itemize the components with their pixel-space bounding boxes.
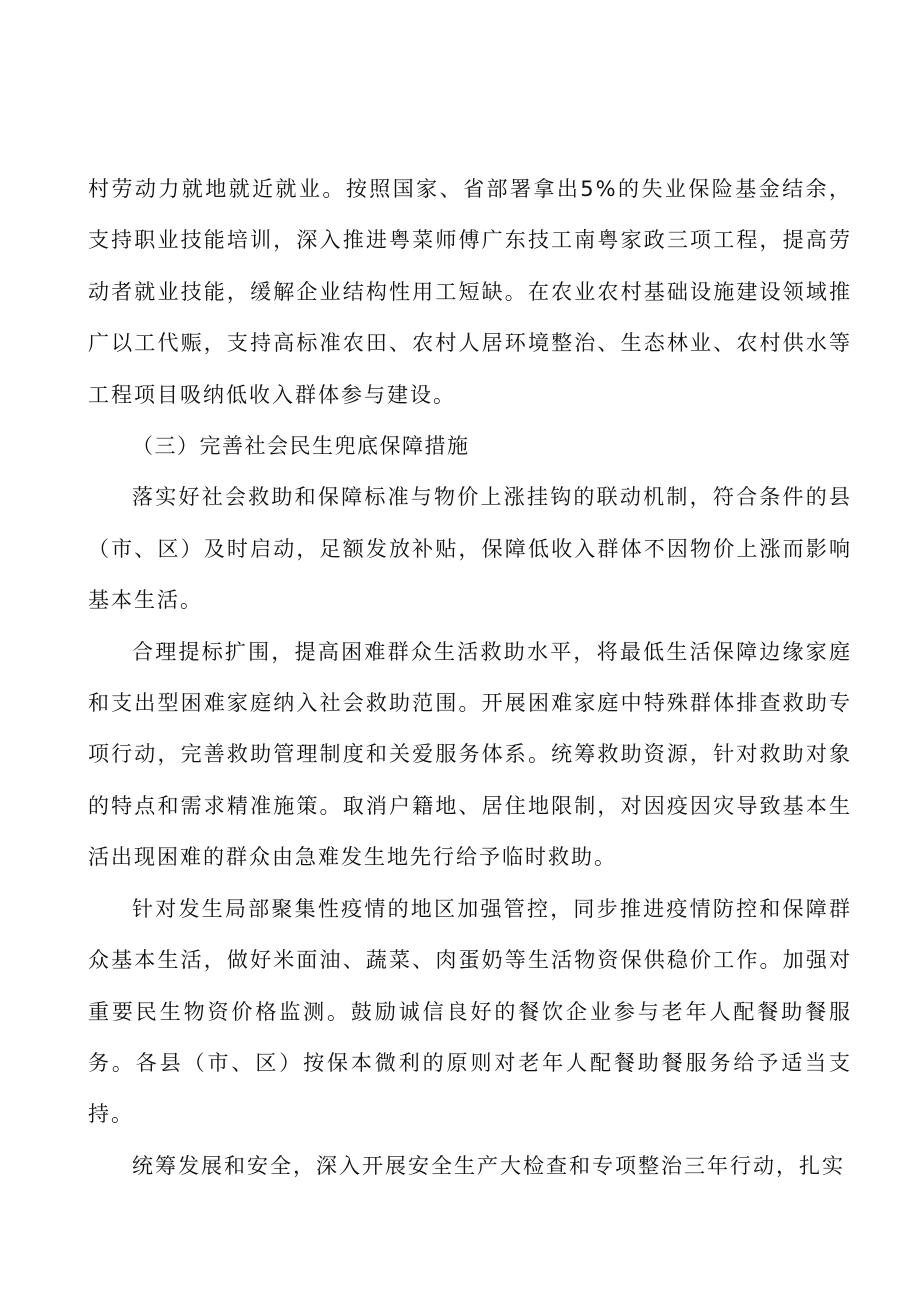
paragraph: 针对发生局部聚集性疫情的地区加强管控，同步推进疫情防控和保障群众基本生活，做好米面油、蔬菜、肉蛋奶等生活物资保供稳价工作。加强对重要民生物资价格监测。鼓励诚信良好的餐饮企业参与老年人配餐助餐服务。各县（市、区）按保本微利的原则对老年人配餐助餐服务给予适当支持。 bbox=[88, 896, 852, 1127]
section-heading: （三）完善社会民生兜底保障措施 bbox=[132, 434, 470, 459]
document-body bbox=[88, 164, 852, 1192]
paragraph: 落实好社会救助和保障标准与物价上涨挂钩的联动机制，符合条件的县（市、区）及时启动，足额发放补贴，保障低收入群体不因物价上涨而影响基本生活。 bbox=[88, 485, 852, 613]
paragraph: 合理提标扩围，提高困难群众生活救助水平，将最低生活保障边缘家庭和支出型困难家庭纳入社会救助范围。开展困难家庭中特殊群体排查救助专项行动，完善救助管理制度和关爱服务体系。统筹救助资源，针对救助对象的特点和需求精准施策。取消户籍地、居住地限制，对因疫因灾导致基本生活出现困难的群众由急难发生地先行给予临时救助。 bbox=[88, 639, 852, 870]
paragraph-continuation: 村劳动力就地就近就业。按照国家、省部署拿出5%的失业保险基金结余，支持职业技能培训，深入推进粤菜师傅广东技工南粤家政三项工程，提高劳动者就业技能，缓解企业结构性用工短缺。在农业农村基础设施建设领域推广以工代赈，支持高标准农田、农村人居环境整治、生态林业、农村供水等工程项目吸纳低收入群体参与建设。 bbox=[88, 177, 852, 407]
paragraph: 统筹发展和安全，深入开展安全生产大检查和专项整治三年行动，扎实 bbox=[132, 1153, 845, 1178]
